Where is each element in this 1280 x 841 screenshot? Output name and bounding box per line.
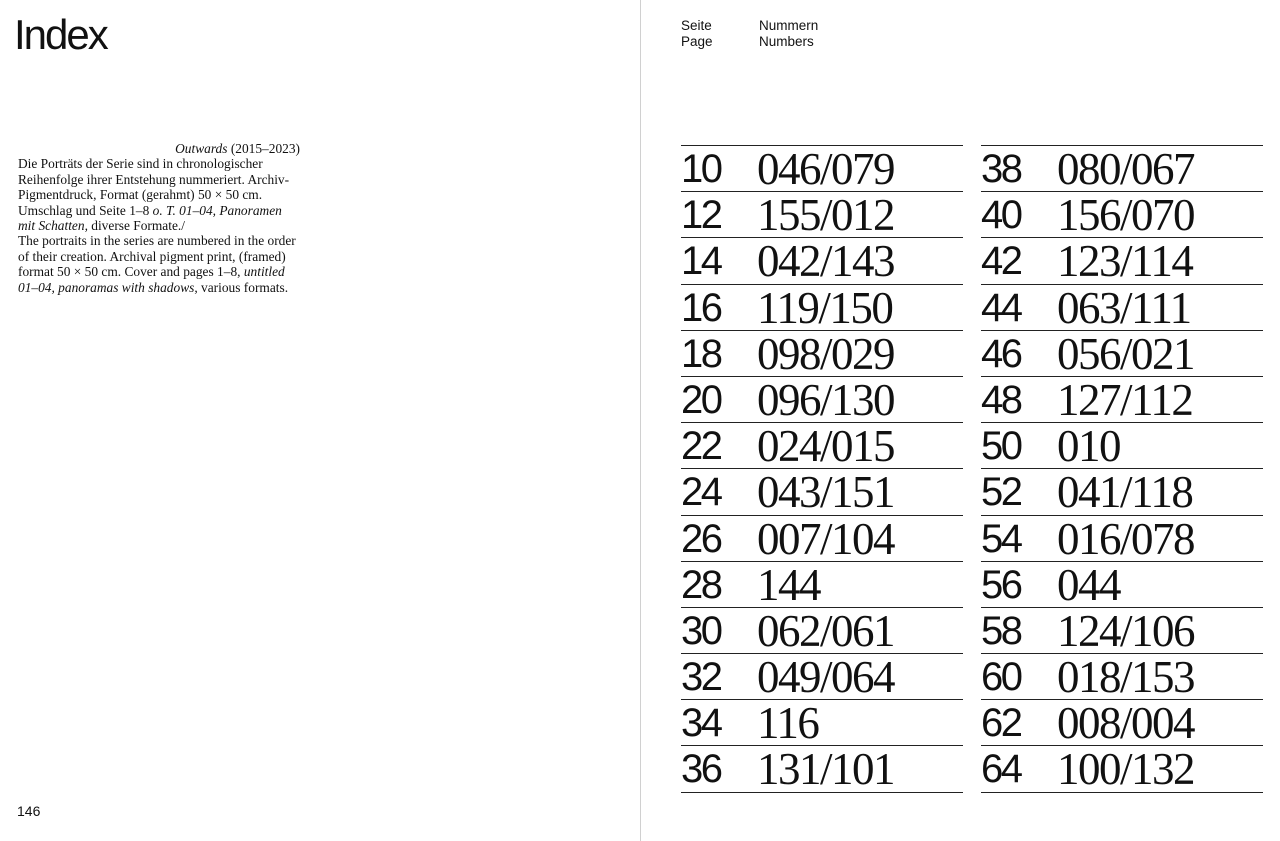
- index-portrait-numbers: 119/150: [757, 282, 893, 333]
- index-portrait-numbers: 056/021: [1057, 328, 1195, 379]
- header-seite: Seite: [681, 18, 712, 33]
- index-row: [981, 236, 1263, 287]
- index-page-number: 26: [681, 516, 721, 561]
- index-page-number: 14: [681, 239, 721, 284]
- index-row: [981, 282, 1263, 333]
- index-row: [981, 146, 1263, 192]
- index-table-right: [981, 145, 1263, 793]
- column-header-numbers: [759, 18, 818, 50]
- caption-german-italic: o. T. 01–04, Panoramen mit Schatten,: [18, 202, 282, 234]
- caption-english: [18, 233, 300, 295]
- index-row: [681, 421, 963, 472]
- index-portrait-numbers: 127/112: [1057, 374, 1193, 425]
- index-row: [681, 513, 963, 564]
- header-nummern: Nummern: [759, 18, 819, 33]
- index-row: [681, 146, 963, 192]
- page-title: Index: [14, 11, 107, 58]
- index-page-number: 46: [981, 331, 1021, 376]
- index-portrait-numbers: 018/153: [1057, 652, 1195, 703]
- index-page-number: 62: [981, 701, 1021, 746]
- header-page: Page: [681, 34, 713, 49]
- index-page-number: 38: [981, 147, 1021, 191]
- index-portrait-numbers: 049/064: [757, 652, 895, 703]
- caption-english-italic: untitled 01–04, panoramas with shadows: [18, 264, 285, 295]
- index-page-number: 12: [681, 193, 721, 238]
- right-page: [641, 0, 1280, 841]
- index-row: [981, 744, 1263, 795]
- index-portrait-numbers: 156/070: [1057, 190, 1195, 241]
- index-page-number: 56: [981, 562, 1021, 607]
- index-row: [681, 282, 963, 333]
- index-row: [681, 190, 963, 241]
- index-portrait-numbers: 098/029: [757, 328, 895, 379]
- index-portrait-numbers: 043/151: [757, 467, 895, 518]
- index-portrait-numbers: 155/012: [757, 190, 895, 241]
- index-row: [981, 421, 1263, 472]
- index-portrait-numbers: 063/111: [1057, 282, 1191, 333]
- index-page-number: 28: [681, 562, 721, 607]
- index-row: [981, 513, 1263, 564]
- index-page-number: 52: [981, 470, 1021, 515]
- index-page-number: 60: [981, 655, 1021, 700]
- series-title: Outwards: [175, 141, 228, 156]
- caption-german: [18, 156, 300, 233]
- index-portrait-numbers: 062/061: [757, 605, 895, 656]
- column-header-page: [681, 18, 713, 50]
- header-numbers: Numbers: [759, 34, 814, 49]
- caption-english-text: The portraits in the series are numbered in the order of their creation. Archival pigment print, (framed) format 50 × 50 cm. Cover and pages 1–8,: [18, 233, 296, 280]
- index-page-number: 18: [681, 331, 721, 376]
- series-years: (2015–2023): [227, 141, 300, 156]
- caption-heading: [18, 141, 300, 156]
- index-row: [681, 328, 963, 379]
- index-row: [981, 374, 1263, 425]
- index-portrait-numbers: 007/104: [757, 513, 895, 564]
- index-page-number: 30: [681, 608, 721, 653]
- index-row: [981, 328, 1263, 379]
- index-portrait-numbers: 100/132: [1057, 744, 1195, 795]
- index-row: [681, 744, 963, 795]
- index-row: [981, 190, 1263, 241]
- index-portrait-numbers: 010: [1057, 421, 1120, 472]
- page-number: 146: [17, 803, 41, 819]
- index-row: [681, 467, 963, 518]
- index-row: [981, 605, 1263, 656]
- index-page-number: 34: [681, 701, 721, 746]
- index-portrait-numbers: 096/130: [757, 374, 895, 425]
- index-page-number: 20: [681, 377, 721, 422]
- index-row: [681, 652, 963, 703]
- index-portrait-numbers: 041/118: [1057, 467, 1193, 518]
- index-page-number: 58: [981, 608, 1021, 653]
- index-portrait-numbers: 131/101: [757, 744, 895, 795]
- index-portrait-numbers: 123/114: [1057, 236, 1193, 287]
- index-row: [681, 559, 963, 610]
- index-row: [981, 467, 1263, 518]
- index-page-number: 64: [981, 747, 1021, 792]
- index-row: [681, 374, 963, 425]
- index-portrait-numbers: 046/079: [757, 144, 895, 194]
- index-portrait-numbers: 044: [1057, 559, 1120, 610]
- index-portrait-numbers: 042/143: [757, 236, 895, 287]
- index-portrait-numbers: 144: [757, 559, 820, 610]
- index-page-number: 32: [681, 655, 721, 700]
- index-portrait-numbers: 016/078: [1057, 513, 1195, 564]
- index-page-number: 22: [681, 424, 721, 469]
- index-row: [981, 559, 1263, 610]
- index-row: [681, 236, 963, 287]
- index-portrait-numbers: 116: [757, 698, 819, 749]
- index-page-number: 54: [981, 516, 1021, 561]
- index-row: [981, 652, 1263, 703]
- caption-english-end: , various formats.: [194, 279, 289, 295]
- index-page-number: 48: [981, 377, 1021, 422]
- index-page-number: 36: [681, 747, 721, 792]
- index-portrait-numbers: 008/004: [1057, 698, 1195, 749]
- index-portrait-numbers: 024/015: [757, 421, 895, 472]
- series-caption: [18, 141, 300, 295]
- index-page-number: 16: [681, 285, 721, 330]
- index-row: [681, 698, 963, 749]
- index-page-number: 42: [981, 239, 1021, 284]
- caption-german-text: Die Porträts der Serie sind in chronologischer Reihenfolge ihrer Entstehung nummeriert. Archiv-Pigmentdruck, Format (gerahmt) 50 × 50 cm. Umschlag und Seite 1–8: [18, 156, 290, 218]
- index-portrait-numbers: 080/067: [1057, 144, 1195, 194]
- index-page-number: 40: [981, 193, 1021, 238]
- caption-german-end: diverse Formate./: [87, 218, 185, 234]
- index-page-number: 50: [981, 424, 1021, 469]
- index-row: [681, 605, 963, 656]
- index-row: [981, 698, 1263, 749]
- index-table-left: [681, 145, 963, 793]
- index-page-number: 24: [681, 470, 721, 515]
- index-page-number: 44: [981, 285, 1021, 330]
- index-portrait-numbers: 124/106: [1057, 605, 1195, 656]
- index-page-number: 10: [681, 147, 721, 191]
